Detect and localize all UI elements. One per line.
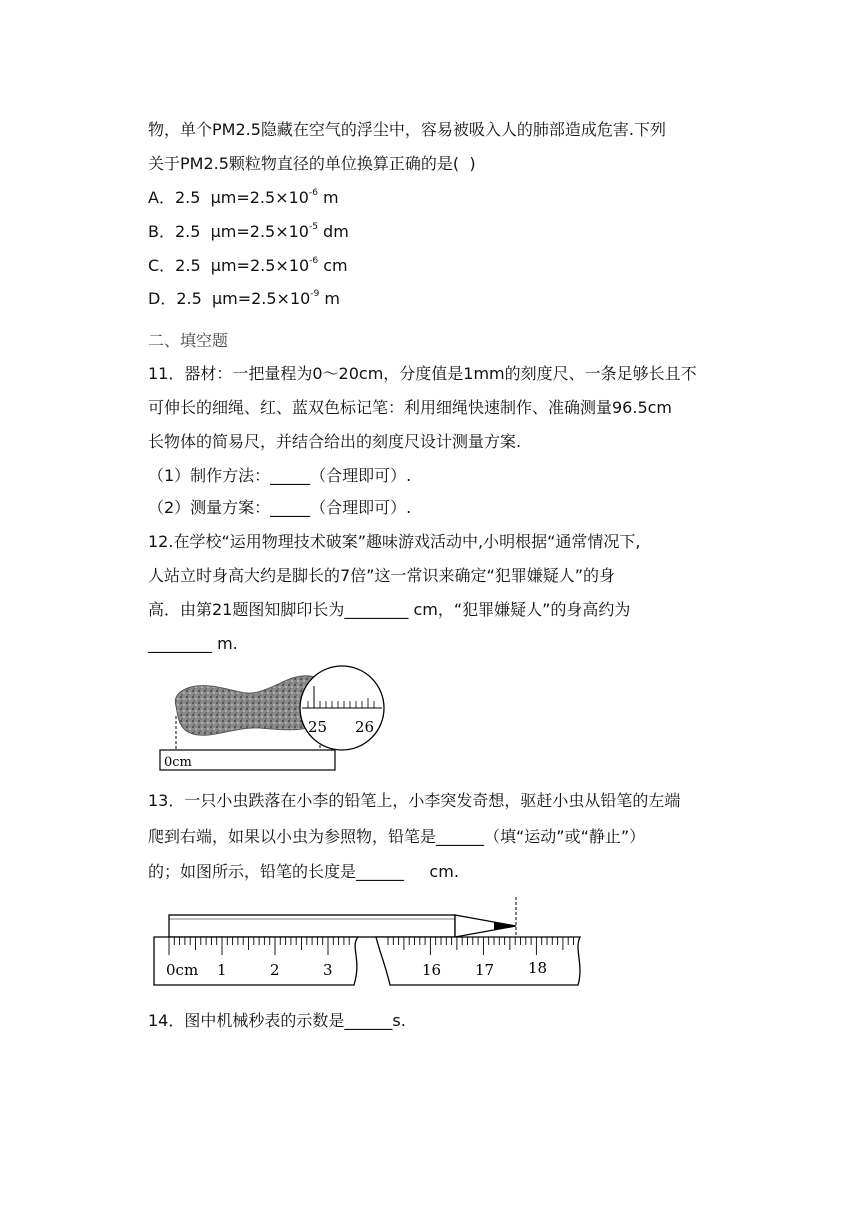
ruler-label-2: 2: [270, 961, 280, 979]
pencil-body: [169, 915, 455, 937]
ruler-label-17: 17: [475, 961, 495, 979]
ruler-label-1: 1: [217, 961, 227, 979]
q13-line-1: 13．一只小虫跌落在小李的铅笔上，小李突发奇想，驱赶小虫从铅笔的左端: [148, 791, 681, 810]
magnifier-label-25: 25: [308, 718, 328, 736]
ruler-label-16: 16: [422, 961, 442, 979]
option-unit: m: [319, 289, 340, 308]
option-exponent: -6: [308, 187, 318, 198]
q11-line-1: 11．器材：一把量程为0～20cm，分度值是1mm的刻度尺、一条足够长且不: [148, 364, 697, 383]
q12-line-1: 12.在学校“运用物理技术破案”趣味游戏活动中,小明根据“通常情况下,: [148, 532, 641, 551]
q10-option-c[interactable]: [148, 255, 348, 277]
option-exponent: -6: [309, 255, 319, 266]
option-exponent: -5: [308, 221, 318, 232]
q10-line-2: 关于PM2.5颗粒物直径的单位换算正确的是( ): [148, 154, 476, 173]
ruler-start-label: 0cm: [164, 755, 192, 770]
option-text: A．2.5 μm=2.5×10: [148, 188, 309, 207]
q11-line-4: （1）制作方法：_____（合理即可）.: [148, 466, 412, 485]
q14-line: 14．图中机械秒表的示数是______s.: [148, 1011, 406, 1030]
q13-line-2: 爬到右端，如果以小虫为参照物，铅笔是______（填“运动”或“静止”）: [148, 827, 646, 846]
ruler-label-3: 3: [323, 961, 333, 979]
q12-line-3: 高．由第21题图知脚印长为________ cm，“犯罪嫌疑人”的身高约为: [148, 600, 631, 619]
q10-option-a[interactable]: [148, 187, 339, 209]
q12-line-2: 人站立时身高大约是脚长的7倍”这一常识来确定“犯罪嫌疑人”的身: [148, 566, 616, 585]
footprint-figure: [150, 660, 390, 775]
ruler-label-18: 18: [528, 959, 548, 977]
q10-option-d[interactable]: [148, 288, 340, 310]
option-exponent: -9: [310, 288, 320, 299]
option-text: D．2.5 μm=2.5×10: [148, 289, 311, 308]
option-unit: cm: [318, 256, 348, 275]
section-title: 二、填空题: [148, 331, 229, 350]
q12-line-4: ________ m.: [148, 634, 238, 653]
option-text: C．2.5 μm=2.5×10: [148, 256, 310, 275]
q11-line-5: （2）测量方案：_____（合理即可）.: [148, 498, 412, 517]
pencil-ruler-figure: [150, 895, 590, 990]
option-unit: dm: [317, 222, 349, 241]
q11-line-2: 可伸长的细绳、红、蓝双色标记笔：利用细绳快速制作、准确测量96.5cm: [148, 398, 673, 417]
option-unit: m: [317, 188, 339, 207]
q11-line-3: 长物体的简易尺，并结合给出的刻度尺设计测量方案.: [148, 432, 522, 451]
q13-line-3: 的；如图所示，铅笔的长度是______ cm.: [148, 862, 459, 881]
q10-line-1: 物，单个PM2.5隐藏在空气的浮尘中，容易被吸入人的肺部造成危害.下列: [148, 120, 666, 139]
option-text: B．2.5 μm=2.5×10: [148, 222, 309, 241]
ruler-label-0cm: 0cm: [166, 961, 199, 979]
q10-option-b[interactable]: [148, 221, 349, 243]
magnifier-label-26: 26: [355, 718, 375, 736]
